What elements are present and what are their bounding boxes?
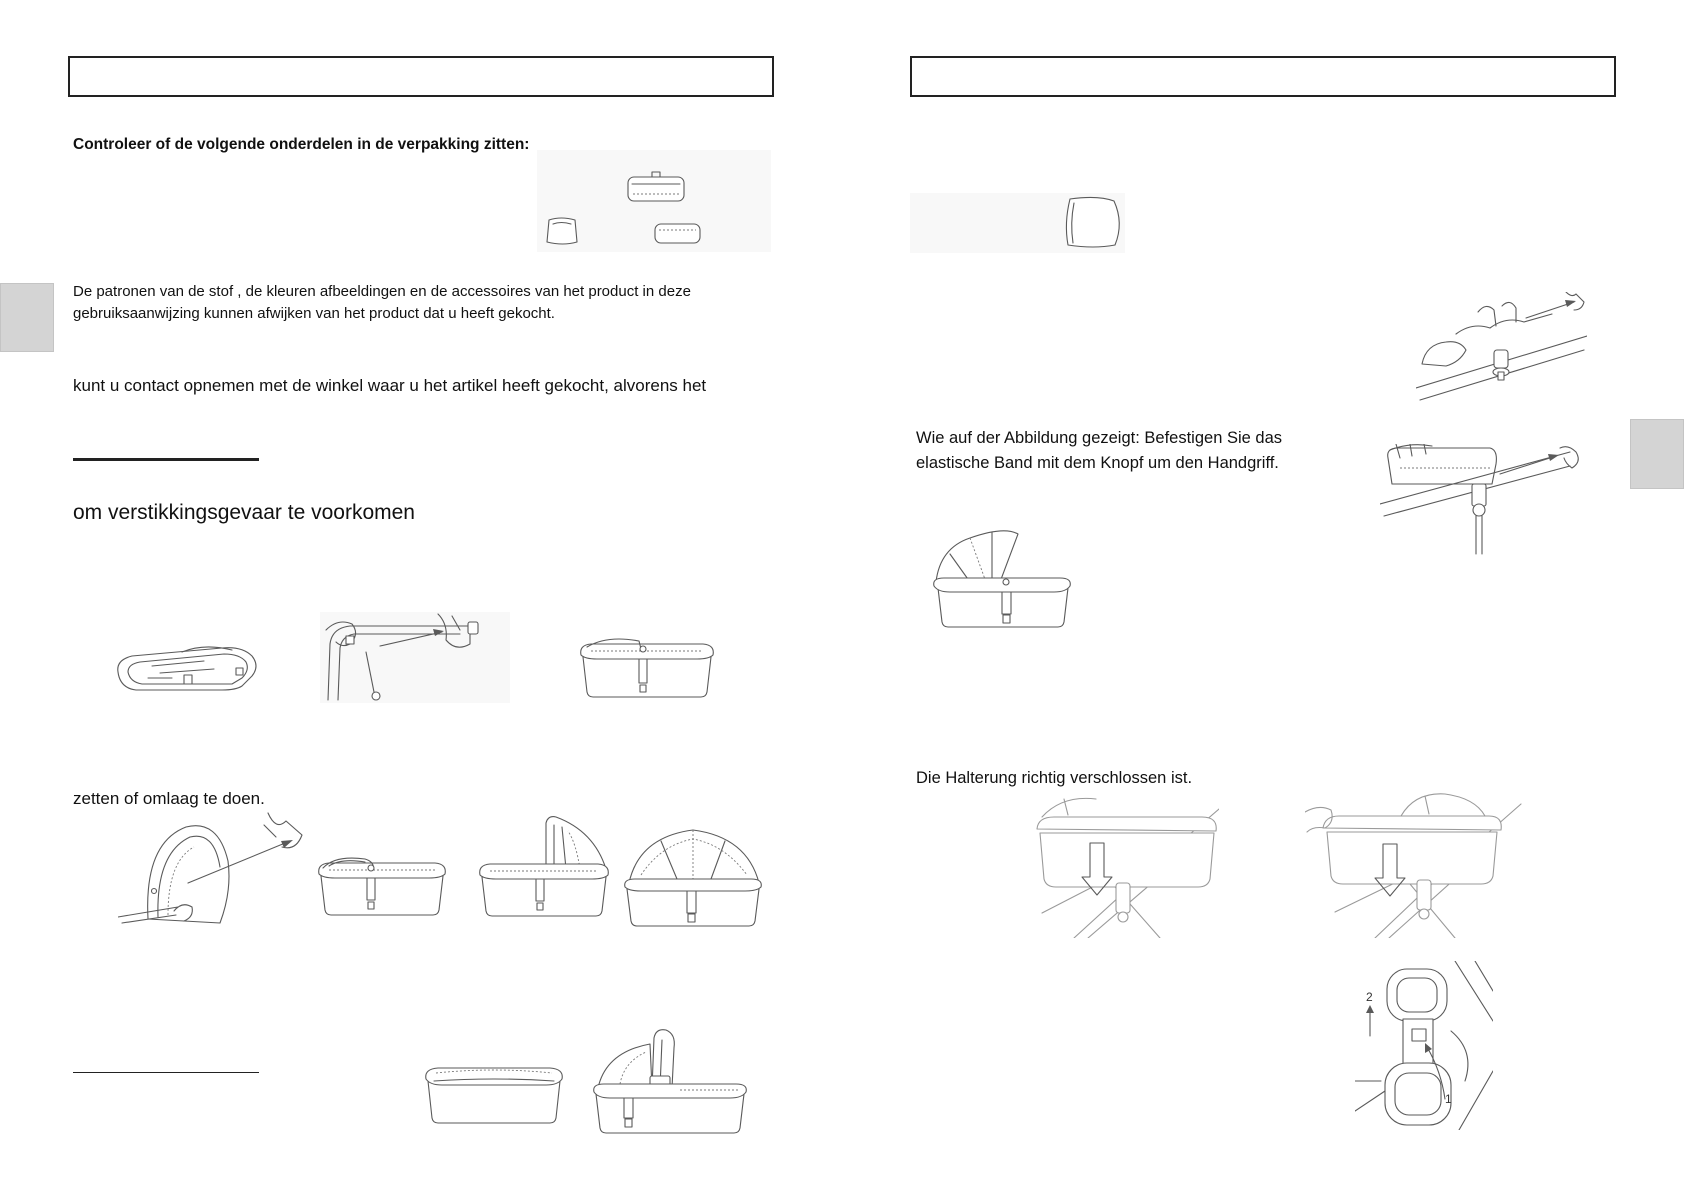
hood-adjust-text: zetten of omlaag te doen. [73, 789, 265, 808]
elastic-band-illustration [1380, 444, 1587, 555]
fabric-disclaimer-line-1: De patronen van de stof , de kleuren afbeeldingen en de accessoires van het product in deze [73, 283, 691, 300]
attach-frame-hand-illustration [320, 612, 510, 703]
package-parts-illustration [537, 150, 771, 252]
elastic-band-instruction-line-2: elastische Band mit dem Knopf um den Handgriff. [916, 454, 1279, 472]
mattress-part [655, 224, 700, 243]
parts-check-heading: Controleer of de volgende onderdelen in de verpakking zitten: [73, 136, 530, 153]
hood-arrow-illustration [118, 811, 308, 926]
bassinet-hood-folded-illustration [315, 856, 449, 918]
adapter-step-1-label: 1 [1445, 1092, 1452, 1106]
bassinet-with-handle-illustration [590, 1026, 752, 1136]
section-divider-thick [73, 458, 259, 461]
bassinet-hood-half-illustration [476, 813, 612, 920]
contact-store-text: kunt u contact opnemen met de winkel waar u het artikel heeft gekocht, alvorens het [73, 376, 707, 395]
elastic-band-instruction-line-1: Wie auf der Abbildung gezeigt: Befestigen Sie das [916, 429, 1282, 447]
attach-knob-hand-illustration [1416, 292, 1587, 403]
assembled-bassinet-illustration [577, 637, 717, 700]
apron-cover-illustration [910, 193, 1125, 253]
mount-bassinet-illustration-1 [1034, 795, 1219, 938]
bassinet-hood-open-illustration [621, 825, 766, 929]
folded-frame-illustration [112, 642, 261, 693]
mount-bassinet-illustration-2 [1305, 792, 1523, 938]
suffocation-warning-text: om verstikkingsgevaar te voorkomen [73, 501, 415, 524]
right-page-header-box [910, 56, 1616, 97]
left-side-tab [0, 283, 54, 352]
section-divider-thin [73, 1072, 259, 1073]
apron-cover-part [547, 218, 577, 244]
bassinet-canopy-illustration [930, 524, 1074, 631]
lock-check-text: Die Halterung richtig verschlossen ist. [916, 769, 1193, 787]
adapter-lock-closeup-illustration [1355, 961, 1493, 1130]
right-side-tab [1630, 419, 1684, 489]
fabric-disclaimer-line-2: gebruiksaanwijzing kunnen afwijken van het product dat u heeft gekocht. [73, 305, 555, 322]
bassinet-with-apron-illustration [422, 1063, 567, 1126]
adapter-step-2-label: 2 [1366, 990, 1373, 1004]
left-page-header-box [68, 56, 774, 97]
